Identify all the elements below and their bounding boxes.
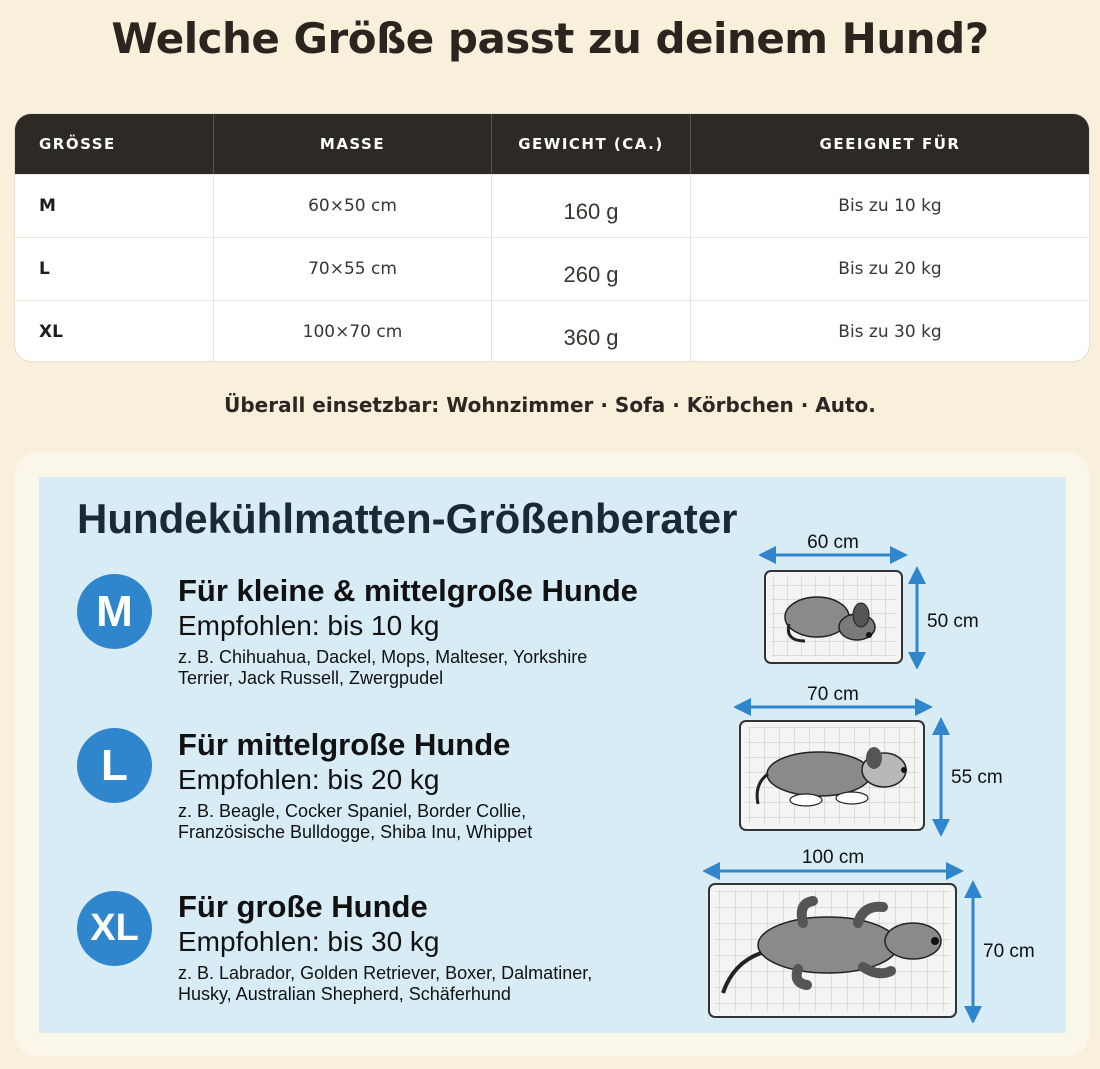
- dimensions-cell: 100×70 cm: [214, 301, 492, 361]
- size-cell: XL: [15, 301, 214, 361]
- tier-examples: z. B. Chihuahua, Dackel, Mops, Malteser, Yorkshire Terrier, Jack Russell, Zwergpudel: [178, 647, 588, 688]
- mat-width-label: 70 cm: [807, 684, 859, 705]
- table-row: [15, 174, 1089, 237]
- mat-height-label: 70 cm: [983, 941, 1035, 962]
- tier-heading: Für mittelgroße Hunde: [178, 727, 511, 762]
- badge-l: L: [77, 728, 152, 803]
- infographic-title: Hundekühlmatten-Größenberater: [77, 495, 738, 542]
- table-header: [15, 114, 1089, 174]
- table-row: [15, 237, 1089, 300]
- weight-cell: 260 g: [492, 238, 691, 300]
- mat-height-label: 50 cm: [927, 611, 979, 632]
- mat-width-label: 60 cm: [807, 532, 859, 553]
- tier-m: [178, 573, 638, 689]
- header-dimensions: MASSE: [214, 114, 492, 174]
- suitable-cell: Bis zu 20 kg: [838, 259, 942, 279]
- size-cell: L: [15, 238, 214, 300]
- suitable-cell: Bis zu 30 kg: [838, 322, 942, 342]
- tier-recommended: Empfohlen: bis 10 kg: [178, 610, 440, 641]
- tier-recommended: Empfohlen: bis 30 kg: [178, 926, 440, 957]
- table-row: [15, 300, 1089, 361]
- suitable-cell: Bis zu 10 kg: [838, 196, 942, 216]
- header-suitable: GEEIGNET FÜR: [819, 135, 961, 153]
- mat-xl-illustration: [703, 843, 1043, 1023]
- badge-xl: XL: [77, 891, 152, 966]
- size-table: [15, 114, 1089, 361]
- tier-examples: z. B. Labrador, Golden Retriever, Boxer, Dalmatiner, Husky, Australian Shepherd, Schäferhund: [178, 963, 593, 1004]
- dimensions-cell: 60×50 cm: [214, 175, 492, 237]
- header-size: GRÖSSE: [15, 114, 214, 174]
- mat-l-illustration: [734, 682, 1034, 842]
- tier-heading: Für kleine & mittelgroße Hunde: [178, 573, 638, 608]
- mat-height-label: 55 cm: [951, 767, 1003, 788]
- header-weight: GEWICHT (CA.): [492, 114, 691, 174]
- badge-m: M: [77, 574, 152, 649]
- dimensions-cell: 70×55 cm: [214, 238, 492, 300]
- size-guide-infographic: [39, 477, 1066, 1033]
- size-cell: M: [15, 175, 214, 237]
- weight-cell: 360 g: [492, 301, 691, 361]
- page-title: Welche Größe passt zu deinem Hund?: [111, 14, 989, 63]
- mat-m-illustration: [759, 529, 999, 669]
- weight-cell: 160 g: [492, 175, 691, 237]
- tier-l: [178, 727, 618, 843]
- tier-xl: [178, 889, 618, 1005]
- mat-width-label: 100 cm: [801, 847, 865, 868]
- tier-heading: Für große Hunde: [178, 889, 428, 924]
- usage-note: Überall einsetzbar: Wohnzimmer · Sofa · Körbchen · Auto.: [224, 393, 876, 417]
- tier-recommended: Empfohlen: bis 20 kg: [178, 764, 440, 795]
- tier-examples: z. B. Beagle, Cocker Spaniel, Border Collie, Französische Bulldogge, Shiba Inu, Whippet: [178, 801, 533, 842]
